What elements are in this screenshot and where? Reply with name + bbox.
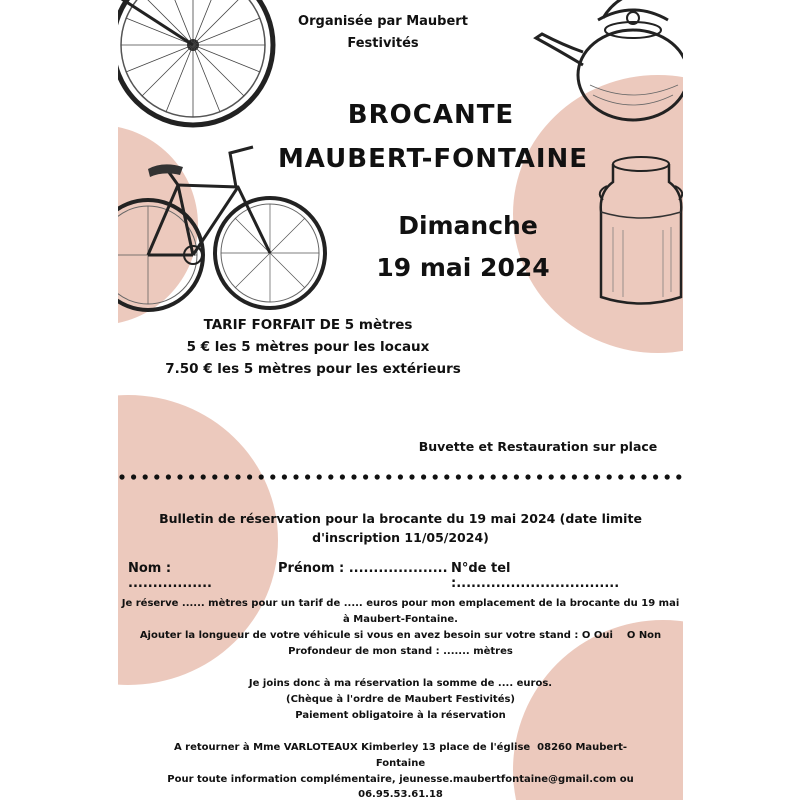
separator-dot	[293, 474, 298, 479]
separator-dot	[224, 474, 229, 479]
info-line-2: 06.95.53.61.18	[358, 789, 443, 800]
separator-dot	[235, 474, 240, 479]
separator-dot	[607, 474, 612, 479]
separator-dot	[305, 474, 310, 479]
separator-dot	[653, 474, 658, 479]
separator-dot	[595, 474, 600, 479]
separator-dot	[317, 474, 322, 479]
separator-dot	[166, 474, 171, 479]
separator-dot	[154, 474, 159, 479]
return-line-1: A retourner à Mme VARLOTEAUX Kimberley 13 place de l'église 08260 Maubert-	[173, 742, 628, 753]
event-day: Dimanche	[398, 211, 538, 240]
bulletin-title-line-1: Bulletin de réservation pour la brocante du 19 mai 2024 (date limite	[159, 511, 642, 526]
separator-dot	[502, 474, 507, 479]
separator-dot	[143, 474, 148, 479]
separator-dot	[525, 474, 530, 479]
pricing-heading: TARIF FORFAIT DE 5 mètres	[203, 317, 413, 333]
payment-line-2: (Chèque à l'ordre de Maubert Festivités)	[286, 694, 515, 705]
separator-dot	[641, 474, 646, 479]
field-nom: Nom : .................	[128, 561, 212, 591]
separator-dot	[351, 474, 356, 479]
separator-dot	[583, 474, 588, 479]
return-line-2: Fontaine	[375, 758, 426, 769]
separator-dot	[386, 474, 391, 479]
separator-dot	[467, 474, 472, 479]
separator-dot	[665, 474, 670, 479]
event-date: 19 mai 2024	[376, 253, 550, 282]
info-line-1: Pour toute information complémentaire, jeunesse.maubertfontaine@gmail.com ou	[167, 774, 634, 785]
separator-dot	[131, 474, 136, 479]
separator-dot	[537, 474, 542, 479]
depth-line: Profondeur de mon stand : ....... mètres	[288, 646, 513, 657]
bulletin-title-line-2: d'inscription 11/05/2024)	[312, 530, 489, 545]
separator-dot	[201, 474, 206, 479]
pricing-locals: 5 € les 5 mètres pour les locaux	[186, 339, 430, 355]
separator-dot	[456, 474, 461, 479]
field-tel: N°de tel :.................................	[451, 561, 620, 591]
separator-dot	[375, 474, 380, 479]
separator-dot	[363, 474, 368, 479]
separator-dot	[491, 474, 496, 479]
flyer-page	[118, 0, 683, 800]
event-title-line-2: MAUBERT-FONTAINE	[277, 144, 589, 174]
separator-dot	[479, 474, 484, 479]
dotted-separator	[118, 470, 683, 484]
separator-dot	[549, 474, 554, 479]
separator-dot	[409, 474, 414, 479]
payment-line-1: Je joins donc à ma réservation la somme de .... euros.	[248, 678, 553, 689]
event-title-line-1: BROCANTE	[347, 100, 515, 130]
separator-dot	[247, 474, 252, 479]
separator-dot	[282, 474, 287, 479]
separator-dot	[177, 474, 182, 479]
separator-dot	[433, 474, 438, 479]
payment-line-3: Paiement obligatoire à la réservation	[295, 710, 506, 721]
pricing-external: 7.50 € les 5 mètres pour les extérieurs	[165, 361, 461, 377]
separator-dot	[421, 474, 426, 479]
separator-dot	[212, 474, 217, 479]
reserve-line-2: à Maubert-Fontaine.	[343, 614, 458, 625]
reserve-line-1: Je réserve ...... mètres pour un tarif de ..... euros pour mon emplacement de la brocante du 19 mai	[121, 598, 680, 609]
separator-dot	[119, 474, 124, 479]
separator-dot	[444, 474, 449, 479]
separator-dot	[572, 474, 577, 479]
separator-dot	[560, 474, 565, 479]
buvette-notice: Buvette et Restauration sur place	[418, 439, 658, 454]
separator-dot	[398, 474, 403, 479]
separator-dot	[676, 474, 681, 479]
separator-dot	[328, 474, 333, 479]
separator-dot	[630, 474, 635, 479]
bicycle-wheel-illustration	[118, 0, 278, 140]
field-prenom: Prénom : ....................	[278, 561, 448, 576]
milk-can-illustration	[593, 152, 683, 312]
separator-dot	[270, 474, 275, 479]
separator-dot	[259, 474, 264, 479]
separator-dot	[340, 474, 345, 479]
separator-dot	[618, 474, 623, 479]
organizer-line-1: Organisée par Maubert	[298, 14, 468, 29]
separator-dot	[514, 474, 519, 479]
organizer-line-2: Festivités	[347, 36, 419, 51]
separator-dot	[189, 474, 194, 479]
vehicle-line: Ajouter la longueur de votre véhicule si vous en avez besoin sur votre stand : O Oui O Non	[139, 630, 662, 641]
